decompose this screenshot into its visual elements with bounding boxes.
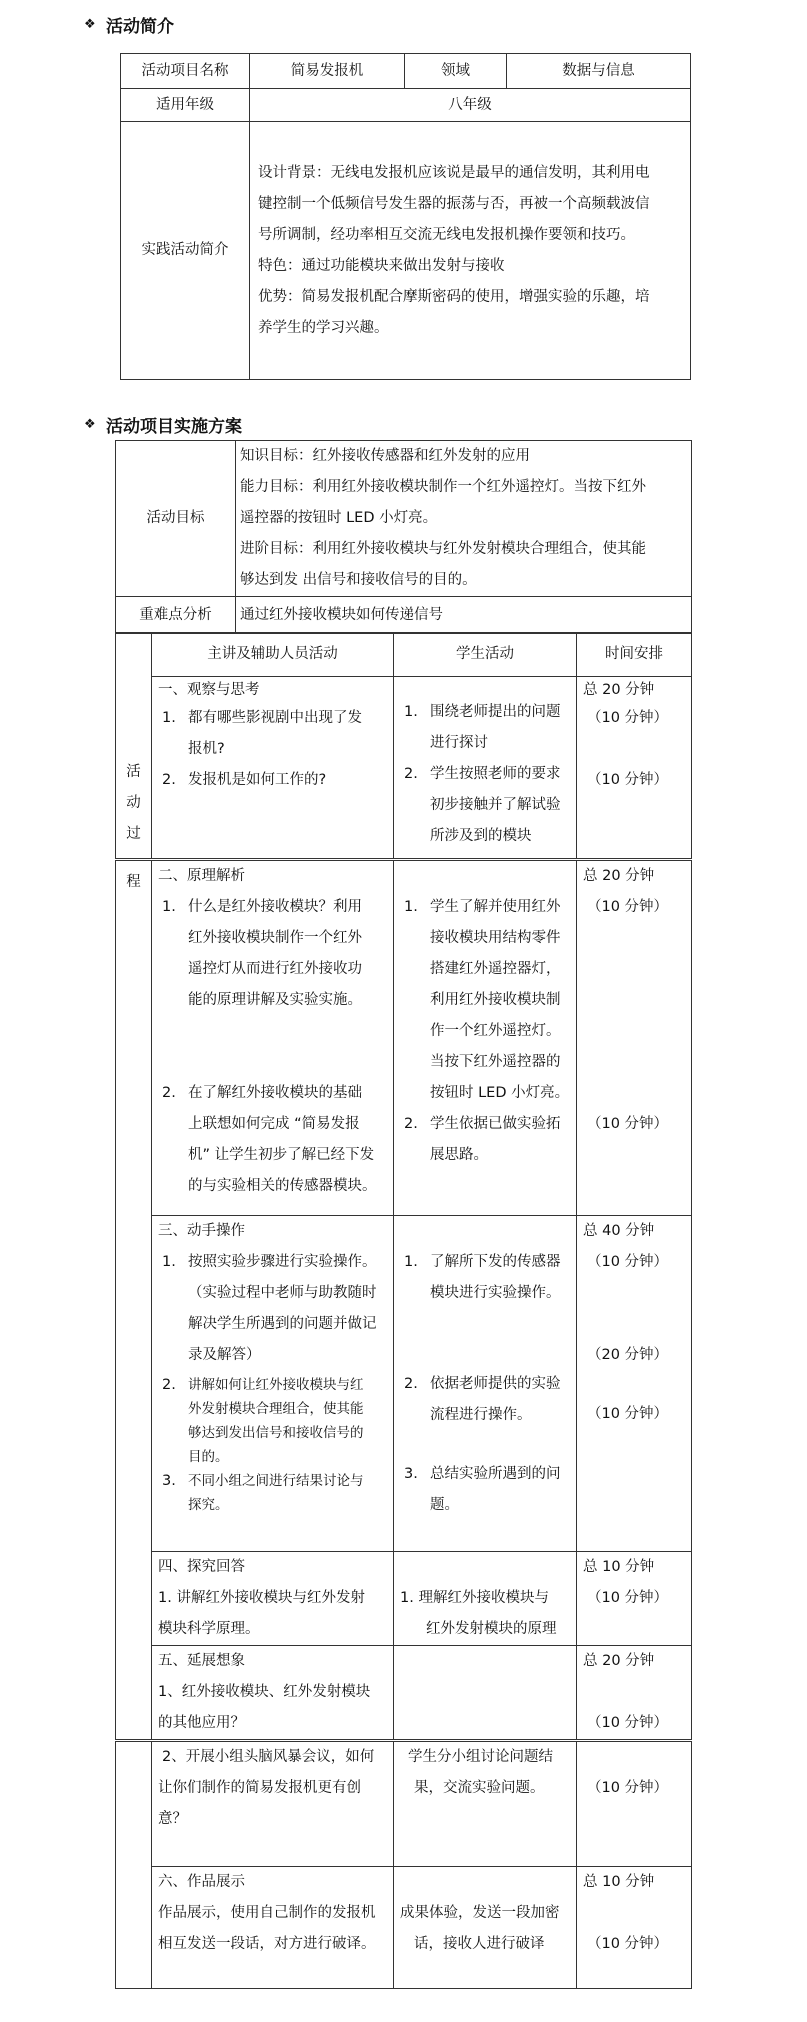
item-line: 当按下红外遥控器的 — [430, 1054, 561, 1070]
item-line: 学生了解并使用红外 — [430, 899, 561, 915]
stage4-student-line: 红外发射模块的原理 — [426, 1621, 557, 1637]
intro-label: 实践活动简介 — [121, 122, 250, 380]
stage2-teacher — [152, 860, 394, 1216]
stage4-student — [394, 1552, 577, 1646]
stage5-teacher2-line: 意？ — [158, 1811, 187, 1827]
goal-line: 够达到发 出信号和接收信号的目的。 — [240, 572, 477, 588]
stage1-time — [577, 677, 692, 860]
item-line: （实验过程中老师与助教随时 — [188, 1285, 377, 1301]
stage3-time-a: （10 分钟） — [587, 1254, 669, 1270]
stage3-teacher-item — [158, 1373, 387, 1469]
intro-line: 键控制一个低频信号发生器的振荡与否，再被一个高频载波信 — [258, 195, 650, 212]
stage5-time-a: （10 分钟） — [587, 1715, 669, 1731]
item-number: 2. — [162, 772, 176, 788]
stage5-teacher2-line: 让你们制作的简易发报机更有创 — [158, 1780, 361, 1796]
goal-line: 知识目标：红外接收传感器和红外发射的应用 — [240, 448, 530, 464]
item-line: 所涉及到的模块 — [430, 828, 532, 844]
process-label-spacer — [116, 1552, 152, 1646]
item-number: 1. — [404, 1254, 418, 1270]
stage5-time-total: 总 20 分钟 — [583, 1653, 655, 1669]
stage3-student — [394, 1216, 577, 1552]
key-value: 通过红外接收模块如何传递信号 — [236, 597, 692, 634]
item-number: 1. — [404, 704, 418, 720]
stage1-student-item — [400, 759, 570, 852]
stage3-student-item — [400, 1459, 570, 1521]
item-line: 作一个红外遥控灯。 — [430, 1023, 561, 1039]
intro-line: 设计背景：无线电发报机应该说是最早的通信发明，其利用电 — [258, 164, 650, 181]
item-number: 2. — [404, 1376, 418, 1392]
grade-label: 适用年级 — [121, 89, 250, 122]
item-line: 外发射模块合理组合，使其能 — [188, 1401, 364, 1417]
stage3-student-item — [400, 1247, 570, 1309]
grade-value: 八年级 — [250, 89, 691, 122]
stage1-teacher — [152, 677, 394, 860]
item-number: 2. — [162, 1377, 176, 1393]
section2-title: 活动项目实施方案 — [106, 417, 242, 437]
stage6-student-line: 话，接收人进行破译 — [414, 1936, 545, 1952]
process-label-char: 活 — [126, 764, 141, 780]
item-line: 机” 让学生初步了解已经下发 — [188, 1147, 375, 1163]
field-label: 领域 — [405, 54, 507, 89]
item-number: 1. — [162, 899, 176, 915]
intro-line: 号所调制，经功率相互交流无线电发报机操作要领和技巧。 — [258, 226, 635, 243]
item-line: 题。 — [430, 1497, 459, 1513]
item-line: 录及解答） — [188, 1347, 261, 1363]
stage5-student2 — [394, 1741, 577, 1867]
stage2-teacher-item — [158, 1078, 387, 1202]
process-label-spacer — [116, 1867, 152, 1989]
intro-line: 养学生的学习兴趣。 — [258, 319, 389, 336]
stage4-teacher-line: 模块科学原理。 — [158, 1621, 260, 1637]
item-number: 2. — [162, 1085, 176, 1101]
stage3-time-b: （20 分钟） — [587, 1347, 669, 1363]
intro-table — [120, 53, 691, 380]
stage2-time-total: 总 20 分钟 — [583, 868, 655, 884]
process-label-spacer — [116, 1646, 152, 1741]
item-line: 依据老师提供的实验 — [430, 1376, 561, 1392]
section1-heading — [84, 12, 174, 37]
stage1-teacher-item — [158, 765, 387, 796]
item-line: 按照实验步骤进行实验操作。 — [188, 1254, 377, 1270]
process-label-spacer — [116, 1216, 152, 1552]
project-name-label: 活动项目名称 — [121, 54, 250, 89]
stage5-student2-line: 学生分小组讨论问题结 — [408, 1749, 553, 1765]
item-line: 不同小组之间进行结果讨论与 — [188, 1473, 364, 1489]
process-table — [115, 632, 692, 1989]
stage5-teacher-line: 的其他应用？ — [158, 1715, 245, 1731]
stage5-teacher2-line: 2、开展小组头脑风暴会议，如何 — [162, 1749, 375, 1765]
item-line: 的与实验相关的传感器模块。 — [188, 1178, 377, 1194]
stage6-title: 六、作品展示 — [158, 1874, 245, 1890]
item-line: 能的原理讲解及实验实施。 — [188, 992, 362, 1008]
item-line: 报机? — [188, 741, 225, 757]
stage4-time — [577, 1552, 692, 1646]
section1-title: 活动简介 — [106, 17, 174, 37]
stage1-teacher-item — [158, 703, 387, 765]
stage5-title: 五、延展想象 — [158, 1653, 245, 1669]
stage6-time — [577, 1867, 692, 1989]
goal-label: 活动目标 — [116, 441, 236, 597]
stage3-teacher — [152, 1216, 394, 1552]
item-line: 红外接收模块制作一个红外 — [188, 930, 362, 946]
goal-line: 遥控器的按钮时 LED 小灯亮。 — [240, 510, 438, 526]
item-line: 初步接触并了解试验 — [430, 797, 561, 813]
intro-line: 优势：简易发报机配合摩斯密码的使用，增强实验的乐趣，培 — [258, 288, 650, 305]
stage1-time-total: 总 20 分钟 — [583, 682, 655, 698]
stage6-time-a: （10 分钟） — [587, 1936, 669, 1952]
stage3-title: 三、动手操作 — [158, 1223, 245, 1239]
stage2-title: 二、原理解析 — [158, 868, 245, 884]
field-value: 数据与信息 — [507, 54, 691, 89]
item-line: 展思路。 — [430, 1147, 488, 1163]
goals-table — [115, 440, 692, 634]
item-number: 2. — [404, 1116, 418, 1132]
process-label-top — [116, 633, 152, 677]
item-line: 够达到发出信号和接收信号的 — [188, 1425, 364, 1441]
item-number: 3. — [404, 1466, 418, 1482]
stage2-student — [394, 860, 577, 1216]
project-name-value: 简易发报机 — [250, 54, 405, 89]
item-line: 目的。 — [188, 1449, 229, 1465]
item-line: 了解所下发的传感器 — [430, 1254, 561, 1270]
stage2-student-item — [400, 892, 570, 1109]
stage6-time-total: 总 10 分钟 — [583, 1874, 655, 1890]
item-line: 流程进行操作。 — [430, 1407, 532, 1423]
stage1-time-b: （10 分钟） — [587, 772, 669, 788]
stage6-student-line: 成果体验，发送一段加密 — [400, 1905, 560, 1921]
goal-text — [236, 441, 692, 597]
item-number: 2. — [404, 766, 418, 782]
process-label-char: 程 — [126, 874, 141, 890]
stage1-student — [394, 677, 577, 860]
stage3-teacher-item — [158, 1247, 387, 1371]
stage2-time — [577, 860, 692, 1216]
item-number: 1. — [162, 1254, 176, 1270]
process-label-char: 动 — [126, 795, 141, 811]
stage3-time-total: 总 40 分钟 — [583, 1223, 655, 1239]
item-line: 围绕老师提出的问题 — [430, 704, 561, 720]
goal-line: 进阶目标：利用红外接收模块与红外发射模块合理组合，使其能 — [240, 541, 646, 557]
item-line: 进行探讨 — [430, 735, 488, 751]
stage5-teacher — [152, 1646, 394, 1741]
stage6-student — [394, 1867, 577, 1989]
item-line: 遥控灯从而进行红外接收功 — [188, 961, 362, 977]
item-line: 搭建红外遥控器灯， — [430, 961, 561, 977]
item-line: 探究。 — [188, 1497, 229, 1513]
stage4-time-total: 总 10 分钟 — [583, 1559, 655, 1575]
stage1-title: 一、观察与思考 — [158, 682, 260, 698]
stage4-teacher — [152, 1552, 394, 1646]
item-line: 利用红外接收模块制 — [430, 992, 561, 1008]
col-header-teacher: 主讲及辅助人员活动 — [152, 633, 394, 677]
stage6-teacher-line: 作品展示，使用自己制作的发报机 — [158, 1905, 376, 1921]
intro-line: 特色：通过功能模块来做出发射与接收 — [258, 257, 505, 274]
process-label-upper — [116, 677, 152, 860]
stage5-teacher-line: 1、红外接收模块、红外发射模块 — [158, 1684, 371, 1700]
item-number: 1. — [404, 899, 418, 915]
item-number: 3. — [162, 1473, 176, 1489]
item-line: 上联想如何完成 “简易发报 — [188, 1116, 360, 1132]
stage3-teacher-item — [158, 1469, 387, 1517]
col-header-time: 时间安排 — [577, 633, 692, 677]
item-line: 讲解如何让红外接收模块与红 — [188, 1377, 364, 1393]
stage3-time — [577, 1216, 692, 1552]
section2-heading — [84, 412, 242, 437]
stage3-time-c: （10 分钟） — [587, 1406, 669, 1422]
stage5-time2 — [577, 1741, 692, 1867]
stage4-teacher-line: 1. 讲解红外接收模块与红外发射 — [158, 1590, 365, 1606]
diamond-bullet-icon: ❖ — [84, 417, 96, 432]
stage4-time-a: （10 分钟） — [587, 1590, 669, 1606]
process-label-spacer — [116, 1741, 152, 1867]
stage2-time-a: （10 分钟） — [587, 899, 669, 915]
diamond-bullet-icon: ❖ — [84, 17, 96, 32]
item-line: 接收模块用结构零件 — [430, 930, 561, 946]
item-line: 总结实验所遇到的问 — [430, 1466, 561, 1482]
item-line: 学生按照老师的要求 — [430, 766, 561, 782]
item-line: 解决学生所遇到的问题并做记 — [188, 1316, 377, 1332]
item-line: 发报机是如何工作的? — [188, 772, 327, 788]
stage4-student-line: 1. 理解红外接收模块与 — [400, 1590, 549, 1606]
item-line: 模块进行实验操作。 — [430, 1285, 561, 1301]
stage1-student-item — [400, 697, 570, 759]
item-line: 都有哪些影视剧中出现了发 — [188, 710, 362, 726]
stage5-time — [577, 1646, 692, 1741]
key-label: 重难点分析 — [116, 597, 236, 634]
item-line: 在了解红外接收模块的基础 — [188, 1085, 362, 1101]
stage4-title: 四、探究回答 — [158, 1559, 245, 1575]
process-label-lower — [116, 860, 152, 1216]
stage5-student2-line: 果，交流实验问题。 — [414, 1780, 545, 1796]
stage5-time-b: （10 分钟） — [587, 1780, 669, 1796]
goal-line: 能力目标：利用红外接收模块制作一个红外遥控灯。当按下红外 — [240, 479, 646, 495]
process-label-char: 过 — [126, 826, 141, 842]
stage2-time-b: （10 分钟） — [587, 1116, 669, 1132]
stage1-time-a: （10 分钟） — [587, 710, 669, 726]
stage3-student-item — [400, 1369, 570, 1431]
item-line: 按钮时 LED 小灯亮。 — [430, 1085, 570, 1101]
item-line: 什么是红外接收模块？利用 — [188, 899, 362, 915]
item-line: 学生依据已做实验拓 — [430, 1116, 561, 1132]
stage5-student — [394, 1646, 577, 1741]
stage6-teacher-line: 相互发送一段话，对方进行破译。 — [158, 1936, 376, 1952]
item-number: 1. — [162, 710, 176, 726]
stage6-teacher — [152, 1867, 394, 1989]
col-header-student: 学生活动 — [394, 633, 577, 677]
intro-text — [250, 122, 691, 380]
stage2-student-item — [400, 1109, 570, 1171]
stage5-teacher2 — [152, 1741, 394, 1867]
stage2-teacher-item — [158, 892, 387, 1016]
